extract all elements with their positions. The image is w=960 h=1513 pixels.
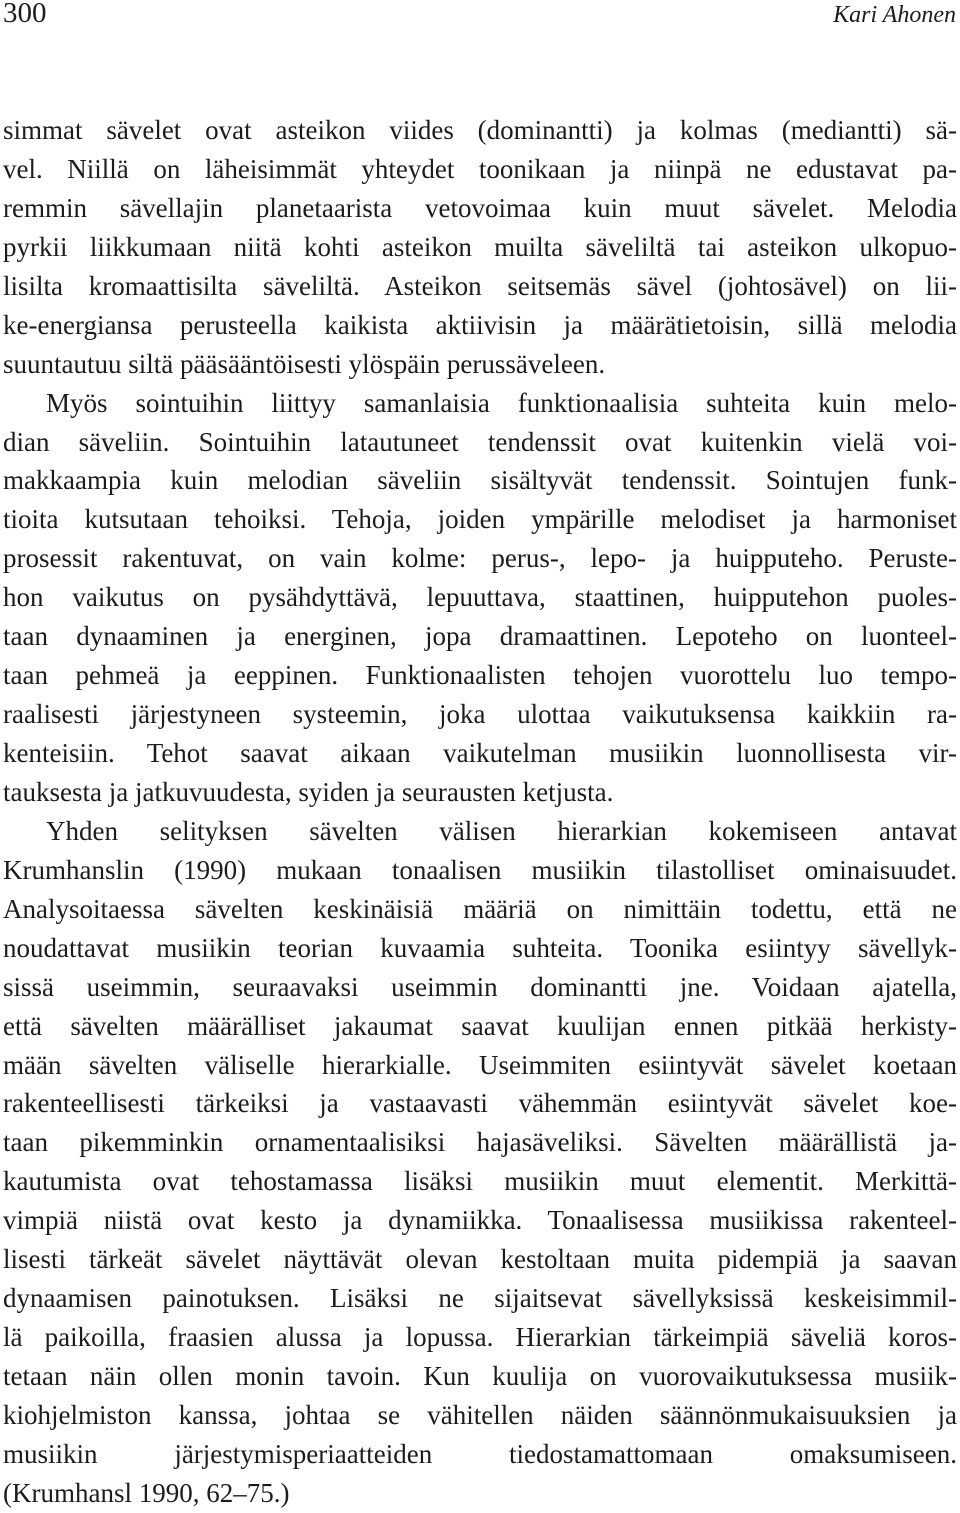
text-line: prosessit rakentuvat, on vain kolme: perus-, lepo- ja huipputeho. Peruste- xyxy=(3,543,957,574)
text-line: tauksesta ja jatkuvuudesta, syiden ja seurausten ketjusta. xyxy=(3,776,614,807)
text-line: tioita kutsutaan tehoiksi. Tehoja, joiden ympärille melodiset ja harmoniset xyxy=(3,504,957,535)
text-line: kautumista ovat tehostamassa lisäksi musiikin muut elementit. Merkittä- xyxy=(3,1166,957,1197)
text-line: musiikin järjestymisperiaatteiden tiedostamattomaan omaksumiseen. xyxy=(3,1438,957,1469)
text-line: Analysoitaessa sävelten keskinäisiä määriä on nimittäin todettu, että ne xyxy=(3,893,957,924)
text-line: suuntautuu siltä pääsääntöisesti ylöspäin perussäveleen. xyxy=(3,348,606,379)
text-line: raalisesti järjestyneen systeemin, joka ulottaa vaikutuksensa kaikkiin ra- xyxy=(3,699,957,730)
running-head-author: Kari Ahonen xyxy=(833,2,956,28)
text-line: mään sävelten väliselle hierarkialle. Useimmiten esiintyvät sävelet koetaan xyxy=(3,1049,957,1080)
text-line: makkaampia kuin melodian säveliin sisältyvät tendenssit. Sointujen funk- xyxy=(3,465,957,496)
text-line: että sävelten määrälliset jakaumat saavat kuulijan ennen pitkää herkisty- xyxy=(3,1010,957,1041)
text-line: sissä useimmin, seuraavaksi useimmin dominantti jne. Voidaan ajatella, xyxy=(3,971,957,1002)
text-line: lä paikoilla, fraasien alussa ja lopussa. Hierarkian tärkeimpiä säveliä koros- xyxy=(3,1322,957,1353)
text-line: dynaamisen painotuksen. Lisäksi ne sijaitsevat sävellyksissä keskeisimmil- xyxy=(3,1283,957,1314)
text-line: Yhden selityksen sävelten välisen hierarkian kokemiseen antavat xyxy=(46,815,957,846)
text-line: taan dynaaminen ja energinen, jopa dramaattinen. Lepoteho on luonteel- xyxy=(3,621,957,652)
text-line: vimpiä niistä ovat kesto ja dynamiikka. Tonaalisessa musiikissa rakenteel- xyxy=(3,1205,957,1236)
text-line: dian säveliin. Sointuihin latautuneet tendenssit ovat kuitenkin vielä voi- xyxy=(3,426,957,457)
page-number: 300 xyxy=(3,0,47,29)
text-line: remmin sävellajin planetaarista vetovoimaa kuin muut sävelet. Melodia xyxy=(3,192,957,223)
text-line: lisilta kromaattisilta säveliltä. Asteikon seitsemäs sävel (johtosävel) on lii- xyxy=(3,270,957,301)
text-line: pyrkii liikkumaan niitä kohti asteikon muilta säveliltä tai asteikon ulkopuo- xyxy=(3,231,957,262)
text-line: tetaan näin ollen monin tavoin. Kun kuulija on vuorovaikutuksessa musiik- xyxy=(3,1361,957,1391)
text-line: simmat sävelet ovat asteikon viides (dominantti) ja kolmas (mediantti) sä- xyxy=(3,115,957,145)
text-line: taan pikemminkin ornamentaalisiksi hajasäveliksi. Sävelten määrällistä ja- xyxy=(3,1127,957,1158)
text-line: ke-energiansa perusteella kaikista aktiivisin ja määrätietoisin, sillä melodia xyxy=(3,309,957,340)
text-line: lisesti tärkeät sävelet näyttävät olevan kestoltaan muita pidempiä ja saavan xyxy=(3,1244,957,1275)
text-line: kiohjelmiston kanssa, johtaa se vähitellen näiden säännönmukaisuuksien ja xyxy=(3,1399,957,1430)
text-line: noudattavat musiikin teorian kuvaamia suhteita. Toonika esiintyy sävellyk- xyxy=(3,932,957,963)
text-line: Krumhanslin (1990) mukaan tonaalisen musiikin tilastolliset ominaisuudet. xyxy=(3,854,957,885)
citation-line: (Krumhansl 1990, 62–75.) xyxy=(3,1477,290,1508)
text-line: Myös sointuihin liittyy samanlaisia funktionaalisia suhteita kuin melo- xyxy=(46,387,957,418)
text-line: hon vaikutus on pysähdyttävä, lepuuttava, staattinen, huipputehon puoles- xyxy=(3,582,957,613)
page-header xyxy=(0,0,960,34)
text-line: rakenteellisesti tärkeiksi ja vastaavasti vähemmän esiintyvät sävelet koe- xyxy=(3,1088,957,1119)
text-line: kenteisiin. Tehot saavat aikaan vaikutelman musiikin luonnollisesta vir- xyxy=(3,738,957,768)
text-line: taan pehmeä ja eeppinen. Funktionaalisten tehojen vuorottelu luo tempo- xyxy=(3,660,957,691)
text-line: vel. Niillä on läheisimmät yhteydet toonikaan ja niinpä ne edustavat pa- xyxy=(3,153,957,184)
body-text xyxy=(3,111,957,1513)
